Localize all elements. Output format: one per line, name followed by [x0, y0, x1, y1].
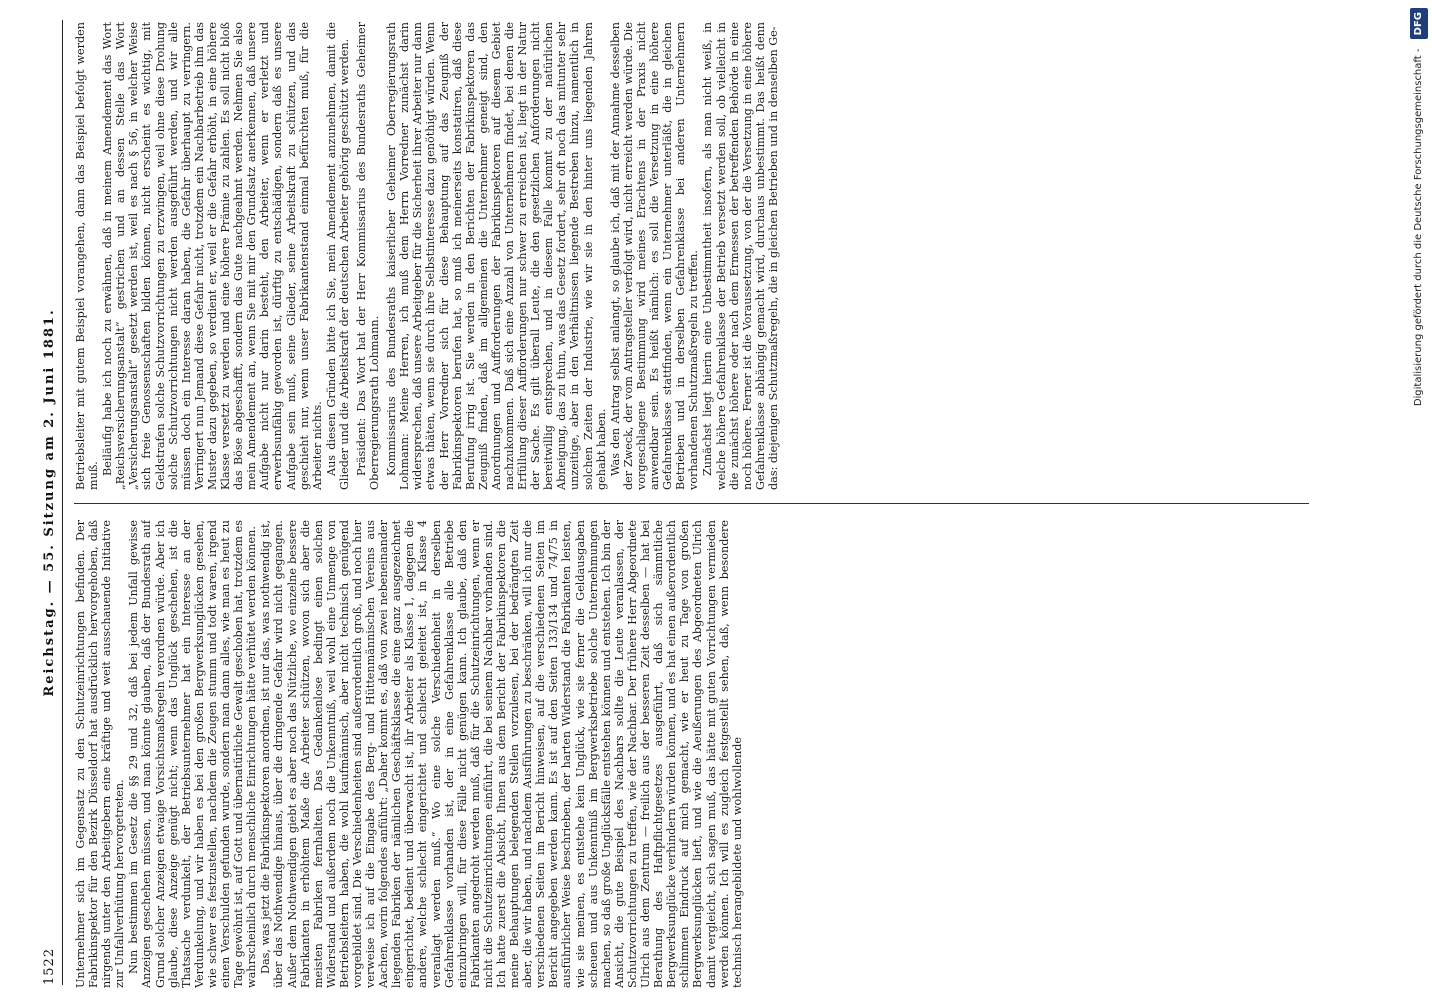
paragraph: Das, was jetzt die Fabrikinspektoren anordnen, ist nur das, was nothwendig ist, über das Nothwendige hinaus, über die dringende Gefahr wird nicht gegangen. Außer dem Nothwendigen giebt es aber noch das Nützliche, wo einzelne bessere Fabrikanten in erhöhtem Maße die Arbeiter schützen, wovon sich aber die meisten Fabriken fernhalten. Das Gedankenlose bedingt einen solchen Widerstand und außerdem noch die Unkenntniß, weil wohl eine Unmenge von Betriebsleitern haben, die wohl kaufmännisch, aber nicht technisch genügend vorgebildet sind. Die Verschiedenheiten sind außerordentlich groß, und noch hier verweise ich auf die Eingabe des Berg- und Hüttenmännischen Vereins aus Aachen, worin folgendes anführt: „Daher kommt es, daß von zwei nebeneinander liegenden Fabriken der nämlichen Geschäftsklasse die eine ganz ausgezeichnet eingerichtet, bedient und überwacht ist, ihr Arbeiter als Klasse 1, dagegen die andere, welche schlecht eingerichtet und schlecht geleitet ist, in Klasse 4 veranlagt werden muß.“ Wo eine solche Verschiedenheit in derselben Gefahrenklasse vorhanden ist, der in eine Gefahrenklasse alle Betriebe einzubringen will, für diese Fälle nicht genügen kann. Ich glaube, daß den Fabrikanten angedroht werden muß, daß für die Schutzeinrichtungen, wenn er nicht die Schutzeinrichtungen einführt, die bei seinem Nachbar vorhanden sind. Ich hatte zuerst die Absicht, Ihnen aus dem Bericht der Fabrikinspektoren die meine Behauptungen belegenden Stellen vorzulesen, bei der bedrängten Zeit aber, die wir haben, und nachdem Ausführungen zu beschränken, will ich nur die verschiedenen Seiten im Bericht hinweisen, auf die verschiedenen Seiten im Bericht angegeben werden kann. Es ist auf den Seiten 133/134 und 74/75 in ausführlicher Weise beschrieben, der harten Widerstand die Fabrikanten leisten, wie sie meinen, es entstehe kein Unglück, wie sie ferner die Geldausgaben scheuen und aus Unkenntniß im Bergwerksbetriebe solche Unternehmungen machen, so daß große Unglücksfälle entstehen können und entstehen. Ich bin der Ansicht, die gute Beispiel des Nachbars sollte die Leute veranlassen, der Schutzvorrichtungen zu treffen, wie der Nachbar. Der frühere Herr Abgeordnete Ulrich aus dem Zentrum — freilich aus der besseren Zeit desselben — hat bei Berathung des Haftpflichtgesetzes ausgeführt, daß sich sämmtliche Bergwerksunglücke verhindern würden können, und es hat einen außerordentlich schlimmen Eindruck auf mich gemacht, wie er heut zu Tage von großen Bergwerksunglücken lieft, und wie die Aeußerungen des Abgeordneten Ulrich damit vergleicht, sich sagen muß, das hätte mit guten Vorrichtungen vermieden werden können. Ich will es zugleich festgestellt sehen, daß, wenn besondere technisch herangebildete und wohlwollende	[259, 520, 744, 988]
newspaper-page	[40, 15, 1330, 990]
paragraph: Nun bestimmen im Gesetz die §§ 29 und 32, daß bei jedem Unfall gewisse Anzeigen geschehen müssen, und man könnte glauben, daß der Bundesrath auf Grund solcher Anzeigen etwaige Vorsichtsmaßregeln verordnen würde. Aber ich glaube, diese Anzeige genügt nicht; wenn das Unglück geschehen, ist die Thatsache verdunkelt, der Betriebsunternehmer hat ein Interesse an der Verdunkelung, und wir haben es bei den großen Bergwerksunglücken gesehen, wie schwer es festzustellen, nachdem die Zeugen stumm und todt waren, irgend einen Verschulden gefunden wurde, sondern man dann alles, wie man es heut zu Tage gewöhnt ist, auf Gott und übernatürliche Gewalt geschoben hat, trotzdem es wahrscheinlich durch menschliche Einrichtungen hätte verhütet werden können.	[127, 520, 259, 988]
left-column	[74, 520, 1324, 988]
dfg-logo: DFG	[1410, 8, 1428, 39]
paragraph: Unternehmer sich im Gegensatz zu den Schutzeinrichtungen befinden. Der Fabrikinspektor für den Bezirk Düsseldorf hat ausdrücklich hervorgehoben, daß nirgends unter den Arbeitgebern eine kräftige und weit ausschauende Initiative zur Unfallverhütung hervorgetreten.	[74, 520, 127, 988]
digitization-strip	[1410, 8, 1428, 988]
paragraph: Was den Antrag selbst anlangt, so glaube ich, daß mit der Annahme desselben der Zweck, der vom Antragsteller verfolgt wird, nicht erreicht werden würde. Die vorgeschlagene Bestimmung wird meines Erachtens in der Praxis nicht anwendbar sein. Es heißt nämlich: es soll die Versetzung in eine höhere Gefahrenklasse stattfinden, wenn ein Unternehmer unterläßt, die in gleichen Betrieben und in derselben Gefahrenklasse bei anderen Unternehmern vorhandenen Schutzmaßregeln zu treffen.	[608, 22, 701, 490]
running-head	[40, 20, 66, 985]
header-rule	[62, 20, 63, 985]
paragraph: Aus diesen Gründen bitte ich Sie, mein Amendement anzunehmen, damit die Glieder und die Arbeitskraft der deutschen Arbeiter gehörig geschützt werden.	[324, 22, 351, 490]
column-divider	[74, 503, 1309, 504]
digitization-text: Digitalisierung gefördert durch die Deutsche Forschungsgemeinschaft -	[1413, 48, 1424, 407]
digitization-note	[1410, 8, 1428, 988]
paragraph: Betriebsleiter mit gutem Beispiel vorangehen, dann das Beispiel befolgt werden muß.	[74, 22, 101, 490]
paragraph: Beiläufig habe ich noch zu erwähnen, daß in meinem Amendement das Wort „Reichsversicherungsanstalt“ gestrichen und an dessen Stelle das Wort „Versicherungsanstalt“ gesetzt werden ist, weil es nach § 56, in welcher Weise sich freie Genossenschaften bilden können, nicht erscheint es wichtig, mit Geldstrafen solche Schutzvorrichtungen zu erzwingen, weil ohne diese Drohung solche Schutzvorrichtungen nicht werden ausgeführt werden, und wir alle müssen doch ein Interesse daran haben, die Gefahr überhaupt zu verringern. Verringert nun Jemand diese Gefahr nicht, trotzdem ein Nachbarbetrieb ihm das Muster dazu gegeben, so verdient er, weil er die Gefahr erhöht, in eine höhere Klasse versetzt zu werden und eine höhere Prämie zu zahlen. Es soll nicht bloß das Böse abgeschafft, sondern das Gute nachgeahmt werden. Nehmen Sie also mein Amendement an, wenn Sie mit mir den Grundsatz anerkennen, daß unsere Aufgabe nicht nur darin besteht, den Arbeiter, wenn er verletzt und erwerbsunfähig geworden ist, dürftig zu entschädigen, sondern daß es unsere Aufgabe sein muß, seine Glieder, seine Arbeitskraft zu schützen, und das geschieht nur, wenn unser Fabrikantenstand einmal befürchten muß, für die Arbeiter nichts.	[101, 22, 324, 490]
session-title: Reichstag. — 55. Sitzung am 2. Juni 1881.	[42, 308, 57, 697]
paragraph: Zunächst liegt hierin eine Unbestimmtheit insofern, als man nicht weiß, in welche höhere Gefahrenklasse der Betrieb versetzt werden soll, ob vielleicht in die zunächst höhere oder nach dem Ermessen der betreffenden Behörde in eine noch höhere. Ferner ist die Voraussetzung, von der die Versetzung in eine höhere Gefahrenklasse abhängig gemacht wird, durchaus unbestimmt. Das heißt denn das: diejenigen Schutzmaßregeln, die in gleichen Betrieben und in denselben Ge-	[701, 22, 780, 490]
rotated-page	[40, 15, 1330, 990]
paragraph: Kommissarius des Bundesraths kaiserlicher Geheimer Oberregierungsrath Lohmann: Meine Herren, ich muß dem Herrn Vorredner zunächst darin widersprechen, daß unsere Arbeitgeber für die Sicherheit ihrer Arbeiter nur dann etwas thäten, wenn sie durch ihre Selbstinteresse dazu genöthigt würden. Wenn der Herr Vorredner sich für diese Behauptung auf das Zeugniß der Fabrikinspektoren berufen hat, so muß ich meinerseits konstatiren, daß diese Berufung irrig ist. Sie werden in den Berichten der Fabrikinspektoren das Zeugniß finden, daß im allgemeinen die Unternehmer geneigt sind, den Anordnungen und Aufforderungen der Fabrikinspektoren auf diesem Gebiet nachzukommen. Daß sich eine Anzahl von Unternehmern findet, bei denen die Erfüllung dieser Aufforderungen nur schwer zu erreichen ist, liegt in der Natur der Sache. Es gilt überall Leute, die den gesetzlichen Anforderungen nicht bereitwillig entsprechen, und in diesem Falle kommt zu der natürlichen Abneigung, das zu thun, was das Gesetz fordert, sehr oft noch das mitunter sehr unzeitige, aber in den Verhältnissen liegende Bestreben hinzu, namentlich in solchen Zeiten der Industrie, wie wir sie in den hinter uns liegenden Jahren gehabt haben.	[385, 22, 608, 490]
paragraph: Präsident: Das Wort hat der Herr Kommissarius des Bundesraths Geheimer Oberregierungsrath Lohmann.	[354, 22, 382, 490]
right-column	[74, 22, 1324, 490]
page-number: 1522	[42, 947, 57, 985]
